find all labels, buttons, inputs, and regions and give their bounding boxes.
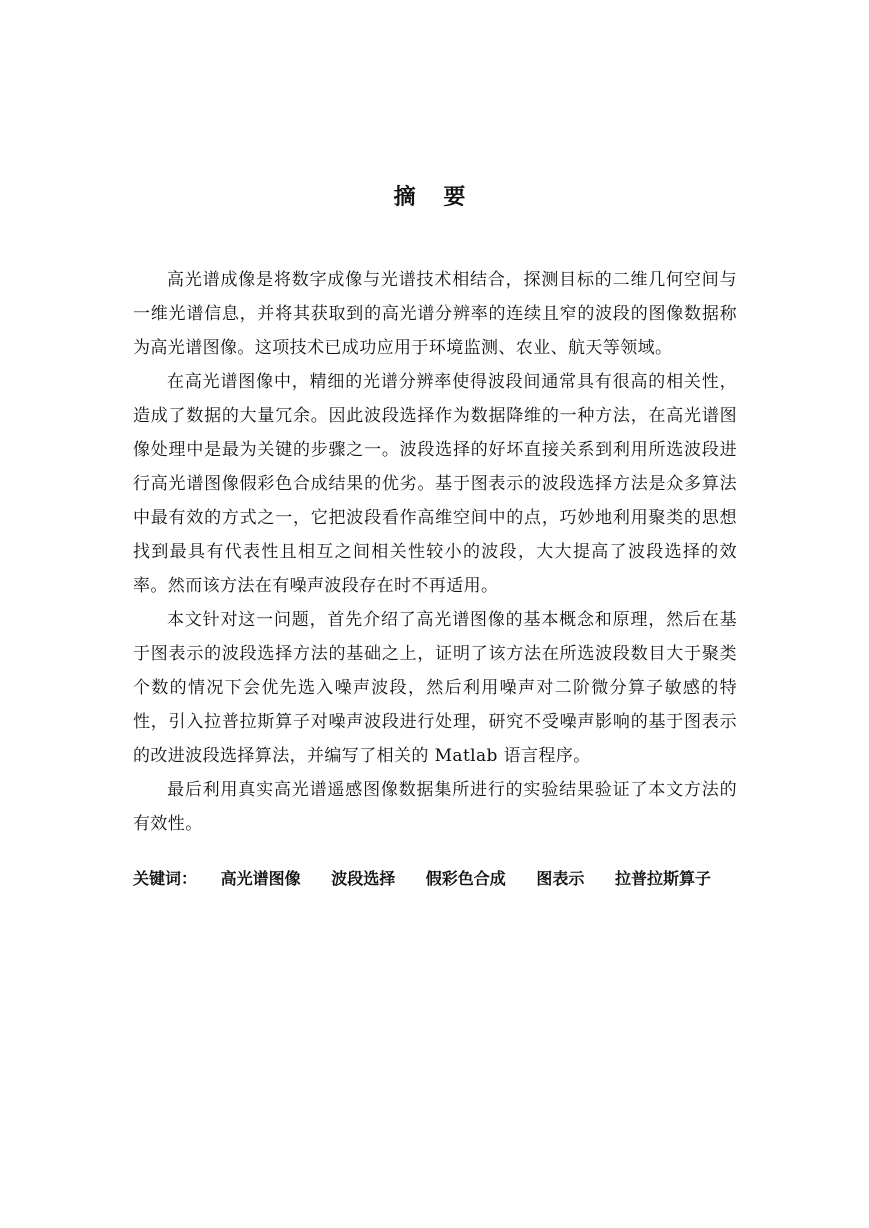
keywords-line: [133, 866, 737, 892]
abstract-paragraph-4: 最后利用真实高光谱遥感图像数据集所进行的实验结果验证了本文方法的有效性。: [133, 780, 737, 834]
keyword-item: 高光谱图像: [220, 869, 301, 888]
keyword-item: 图表示: [536, 869, 585, 888]
abstract-paragraph-1: 高光谱成像是将数字成像与光谱技术相结合，探测目标的二维几何空间与一维光谱信息，并将其获取到的高光谱分辨率的连续且窄的波段的图像数据称为高光谱图像。这项技术已成功应用于环境监测、农业、航天等领域。: [133, 270, 737, 358]
keywords-label: 关键词：: [133, 869, 198, 888]
abstract-body: [133, 263, 737, 841]
abstract-paragraph-3: 本文针对这一问题，首先介绍了高光谱图像的基本概念和原理，然后在基于图表示的波段选择方法的基础之上，证明了该方法在所选波段数目大于聚类个数的情况下会优先选入噪声波段，然后利用噪声对二阶微分算子敏感的特性，引入拉普拉斯算子对噪声波段进行处理，研究不受噪声影响的基于图表示的改进波段选择算法，并编写了相关的 Matlab 语言程序。: [133, 610, 737, 766]
abstract-title: 摘 要: [393, 185, 476, 210]
keyword-item: 波段选择: [331, 869, 396, 888]
abstract-paragraph-2: 在高光谱图像中，精细的光谱分辨率使得波段间通常具有很高的相关性，造成了数据的大量冗余。因此波段选择作为数据降维的一种方法，在高光谱图像处理中是最为关键的步骤之一。波段选择的好坏直接关系到利用所选波段进行高光谱图像假彩色合成结果的优劣。基于图表示的波段选择方法是众多算法中最有效的方式之一，它把波段看作高维空间中的点，巧妙地利用聚类的思想找到最具有代表性且相互之间相关性较小的波段，大大提高了波段选择的效率。然而该方法在有噪声波段存在时不再适用。: [133, 372, 737, 596]
keyword-item: 拉普拉斯算子: [614, 869, 711, 888]
keyword-item: 假彩色合成: [425, 869, 506, 888]
